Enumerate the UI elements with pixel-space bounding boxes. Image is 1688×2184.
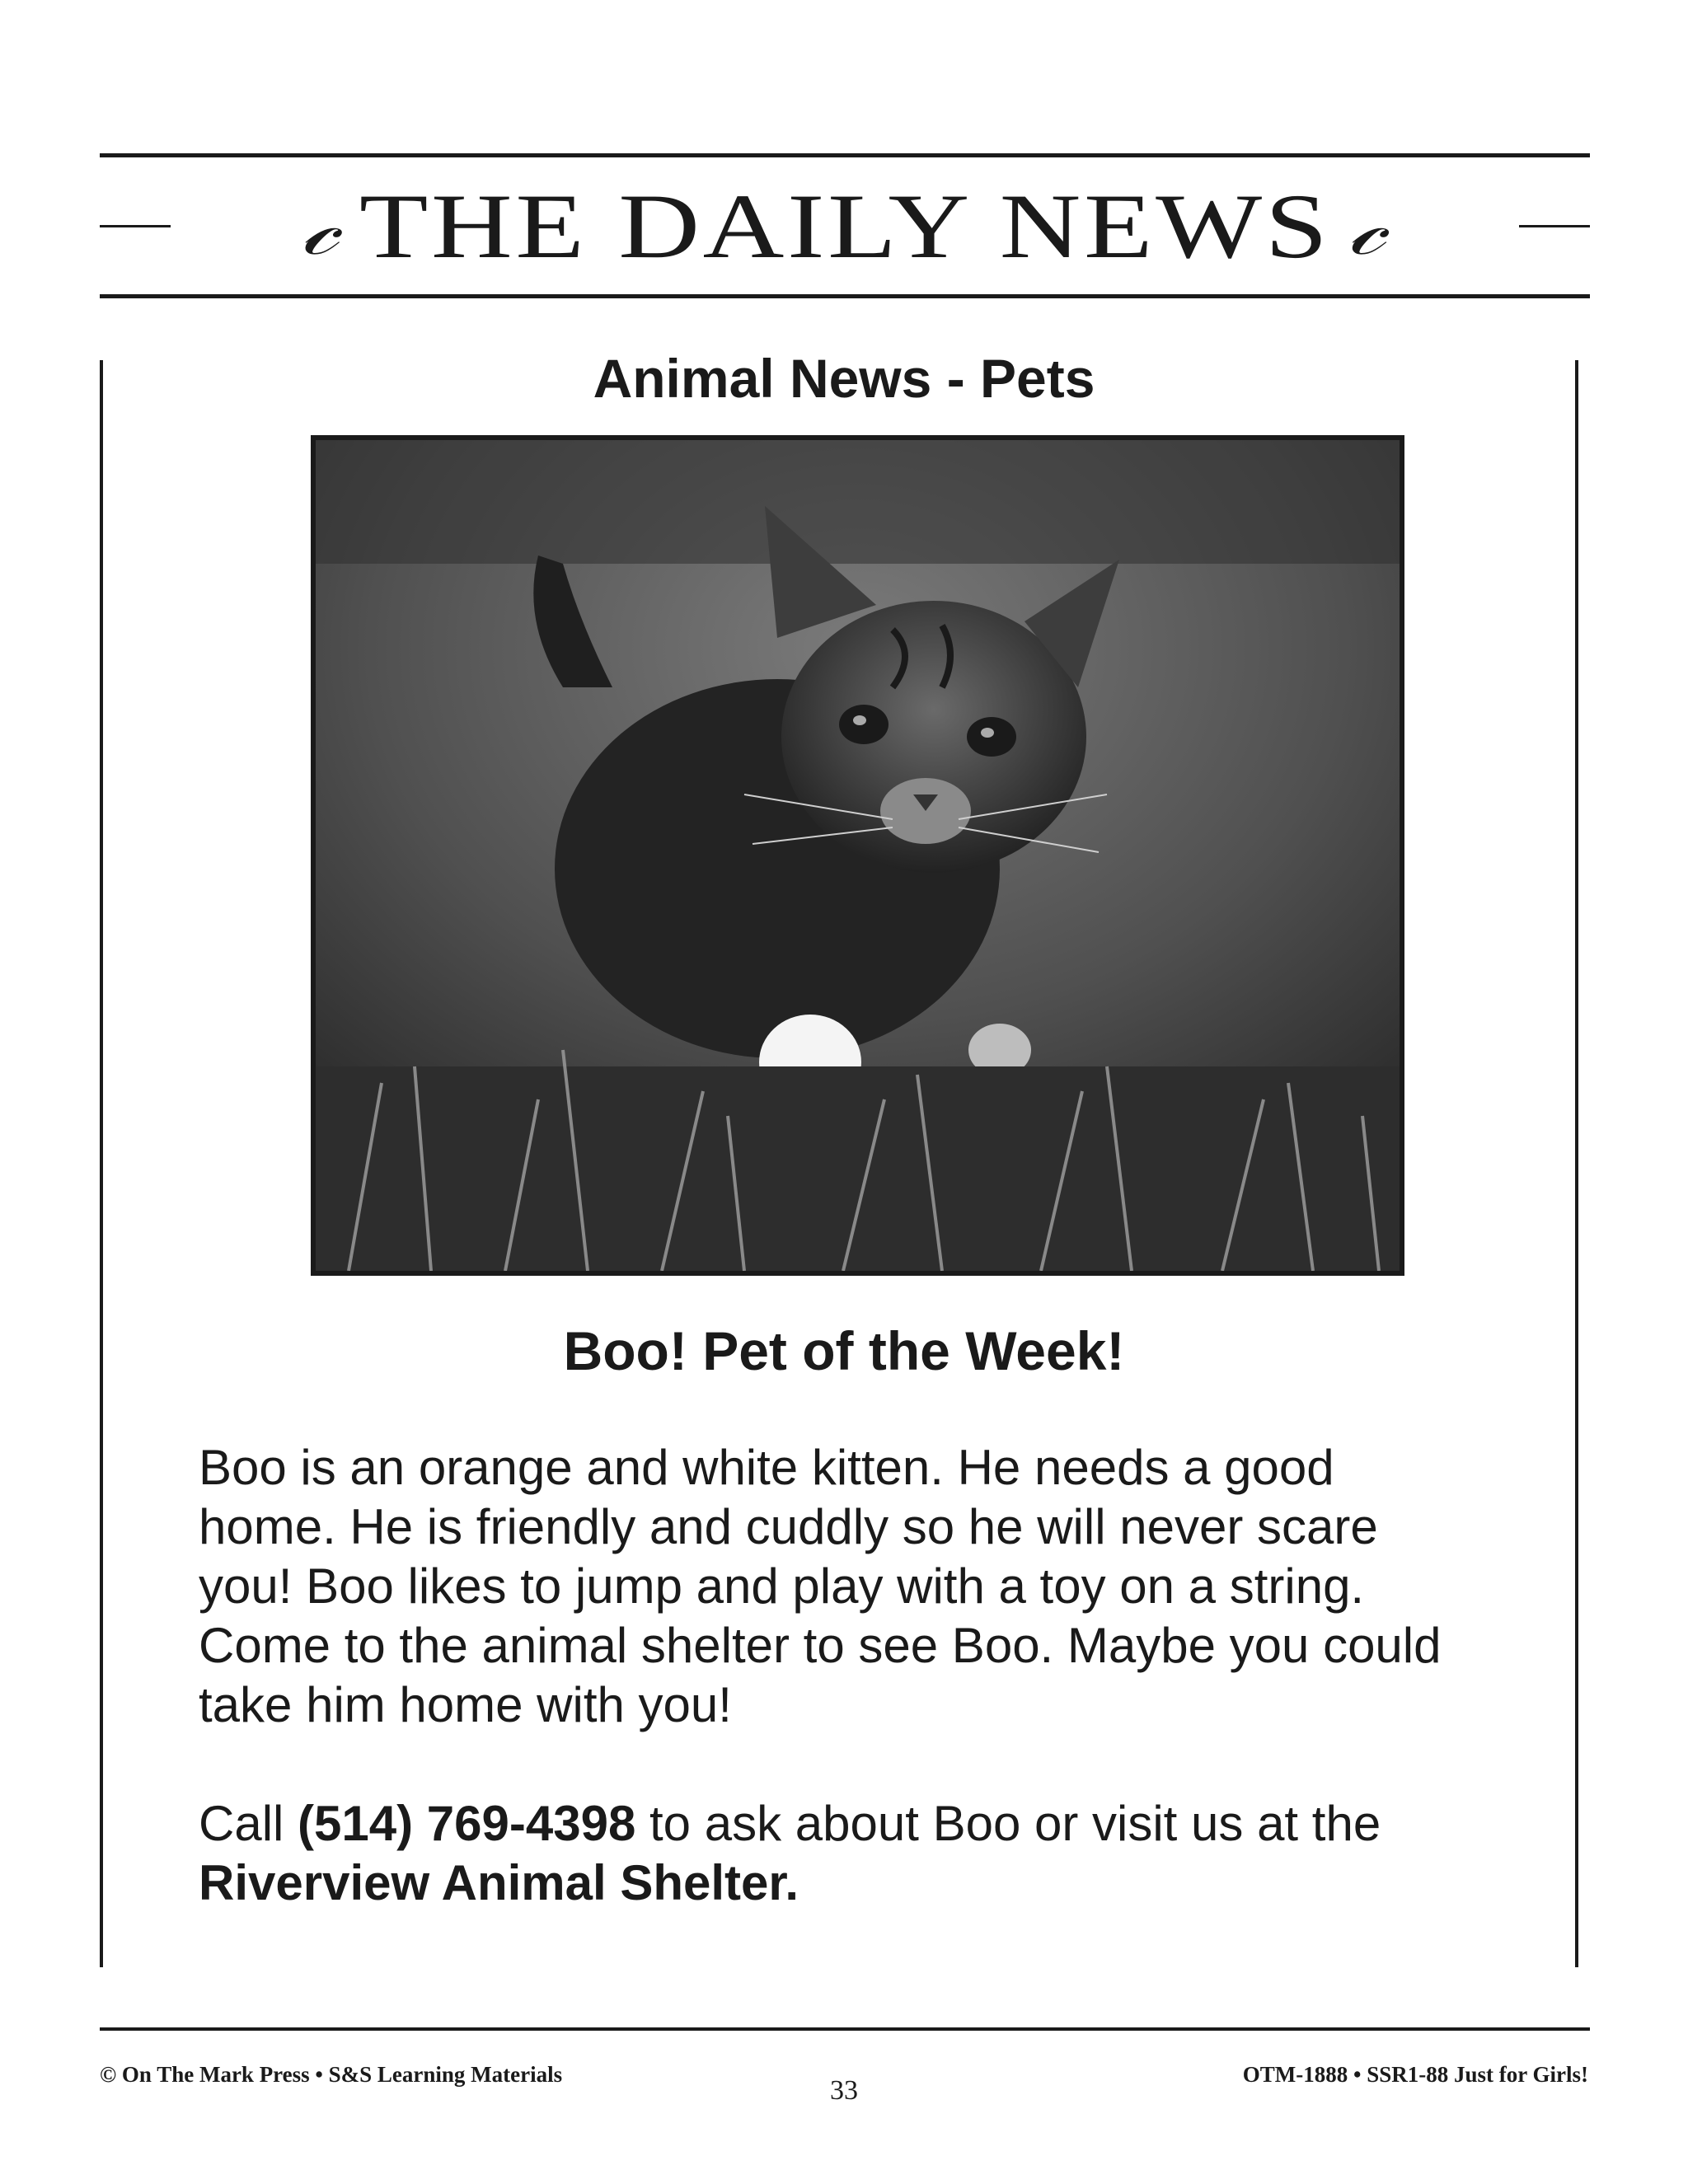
- right-ornament-icon: 𝒸: [1348, 185, 1389, 272]
- page-number: 33: [830, 2075, 858, 2106]
- masthead-bottom-rule: [100, 294, 1590, 298]
- kitten-illustration: [316, 440, 1400, 1271]
- masthead: [100, 165, 1590, 288]
- phone-number: (514) 769-4398: [298, 1796, 636, 1851]
- footer-product-code: OTM-1888 • SSR1-88 Just for Girls!: [1242, 2062, 1588, 2087]
- call-prefix: Call: [199, 1796, 298, 1851]
- article-body: [199, 1438, 1484, 1913]
- section-heading: Animal News - Pets: [593, 348, 1095, 409]
- article-heading: Boo! Pet of the Week!: [563, 1320, 1125, 1381]
- masthead-title-group: [284, 176, 1406, 278]
- footer-copyright: © On The Mark Press • S&S Learning Materials: [100, 2062, 563, 2087]
- masthead-left-dash: [100, 225, 171, 227]
- newspaper-title: THE DAILY NEWS: [359, 176, 1331, 278]
- contact-paragraph: [199, 1794, 1484, 1913]
- footer-rule: [100, 2027, 1590, 2031]
- masthead-right-dash: [1519, 225, 1590, 227]
- article-paragraph: Boo is an orange and white kitten. He needs a good home. He is friendly and cuddly so he will never scare you! Boo likes to jump and play with a toy on a string. Come to the animal shelter to see Boo. Maybe you could take him home with you!: [199, 1440, 1442, 1732]
- masthead-top-rule: [100, 153, 1590, 157]
- left-column-rule: [100, 360, 103, 1967]
- kitten-photo: [311, 435, 1404, 1276]
- call-middle: to ask about Boo or visit us at the: [635, 1796, 1381, 1851]
- right-column-rule: [1575, 360, 1578, 1967]
- left-ornament-icon: 𝒸: [301, 185, 341, 272]
- shelter-name: Riverview Animal Shelter.: [199, 1855, 799, 1910]
